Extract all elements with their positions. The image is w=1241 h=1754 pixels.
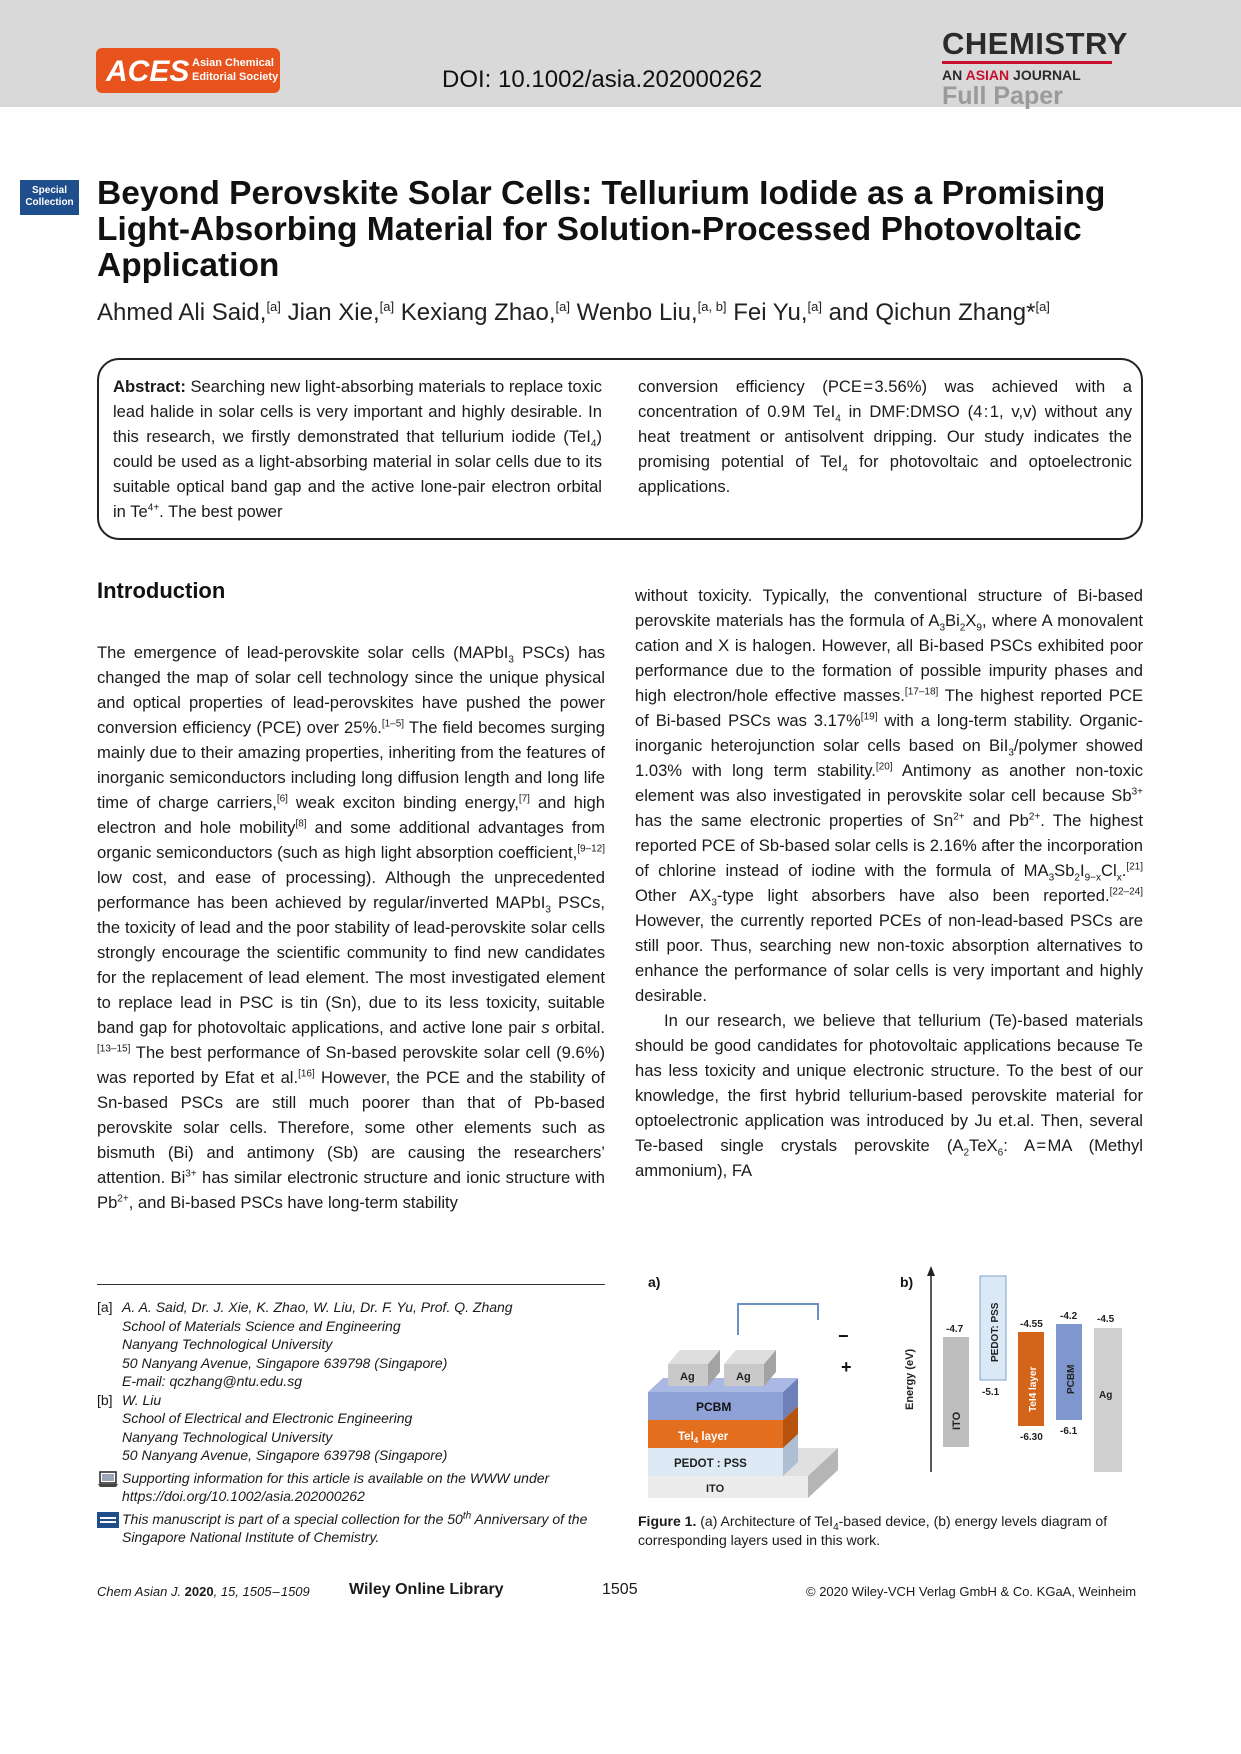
level-pedot-label: PEDOT: PSS [990,1302,1001,1362]
abstract-heading: Abstract: [113,377,186,396]
level-tei4-label: TeI4 layer [1028,1366,1039,1412]
author-affiliation-mark: [a] [266,299,281,314]
abstract-box [97,358,1143,540]
author-affiliation-mark: [a] [807,299,822,314]
level-tei4-bottom: -6.30 [1020,1432,1043,1443]
aces-logo [96,48,280,93]
abstract-text-left: Searching new light-absorbing materials to replace toxic lead halide in solar cells is very important and highly desirable. In this research, we firstly demonstrated that tellurium iodide (TeI$_4$) could be used as a light-absorbing material in solar cells due to its suitable optical band gap and the active lone-pair electron orbital in $Te^{4+}$. The best power [113,377,602,521]
footer-library[interactable]: Wiley Online Library [349,1581,504,1598]
journal-name-line1: CHEMISTRY [942,26,1128,61]
affiliation-b-line: School of Electrical and Electronic Engineering [122,1410,413,1426]
affiliation-a-line: Nanyang Technological University [122,1336,333,1352]
level-pcbm-bottom: -6.1 [1060,1426,1078,1437]
level-ito-label: ITO [951,1411,963,1430]
terminal-minus: − [838,1326,849,1346]
aces-logo-text: ACES [106,55,190,88]
ito-layer [648,1476,808,1498]
intro-right-column [635,583,1143,1183]
affiliation-a-line: A. A. Said, Dr. J. Xie, K. Zhao, W. Liu, Dr. F. Yu, Prof. Q. Zhang [122,1299,513,1315]
author-affiliation-mark: [a] [1035,299,1050,314]
figure-1-caption-head: Figure 1. [638,1513,697,1529]
article-type: Full Paper [942,82,1063,110]
footer-copyright: © 2020 Wiley-VCH Verlag GmbH & Co. KGaA, Weinheim [806,1584,1137,1599]
footer-citation: Chem Asian J. 2020, 15, 1505 – 1509 [97,1584,310,1599]
level-pcbm-top: -4.2 [1060,1311,1078,1322]
supporting-info-note [97,1469,605,1506]
author-name: Kexiang Zhao, [394,299,556,326]
affiliation-b-line: Nanyang Technological University [122,1428,333,1445]
energy-axis-label: Energy (eV) [904,1348,916,1410]
author-list [97,299,1157,327]
journal-logo [942,26,1128,110]
footnote-rule [97,1284,605,1285]
affiliation-b-line: W. Liu [122,1391,162,1408]
doi[interactable]: DOI: 10.1002/asia.202000262 [442,66,763,93]
figure-1-caption-text: (a) Architecture of TeI$_4$-based device, (b) energy levels diagram of corresponding layers used in this work. [638,1513,1108,1548]
special-collection-icon [97,1512,119,1528]
affiliation-b-mark: [b] [97,1391,113,1408]
level-pedot-value: -5.1 [982,1387,1000,1398]
layer-label-ito: ITO [706,1483,725,1495]
level-tei4-top: -4.55 [1020,1319,1043,1330]
aces-logo-sub1: Asian Chemical [192,57,274,69]
special-collection-text: This manuscript is part of a special collection for the 50th Anniversary of the Singapore National Institute of Chemistry. [122,1509,588,1545]
intro-paragraph-2: In our research, we believe that tellurium (Te)-based materials should be good candidates for photovoltaic applications because Te has less toxicity and unique electronic structure. To the best of our knowledge, the first hybrid tellurium-based perovskite material for optoelectronic application was introduced by Ju et.al. Then, several Te-based single crystals perovskite ($A_2TeX_6$: A = MA (Methyl ammonium), FA [635,1011,1143,1180]
journal-name-line2: AN ASIAN JOURNAL [942,67,1081,83]
badge-line2: Collection [25,197,74,208]
level-ag-value: -4.5 [1097,1314,1115,1325]
level-pcbm-label: PCBM [1066,1364,1077,1394]
aces-logo-sub2: Editorial Society [192,71,279,83]
author-affiliation-mark: [a] [379,299,395,314]
figure-1 [638,1262,1144,1502]
author-name: and Qichun Zhang* [821,299,1036,326]
affiliation-a-mark: [a] [97,1299,113,1315]
laptop-icon [97,1471,119,1489]
affiliation-a [97,1298,605,1391]
article-title: Beyond Perovskite Solar Cells: Tellurium Iodide as a Promising Light-Absorbing Material for Solution-Processed Photovoltaic Application [97,175,1106,284]
abstract-left-column [113,374,602,524]
affiliation-b [97,1391,605,1465]
affiliation-a-line: School of Materials Science and Engineering [122,1317,401,1334]
layer-label-ag-2: Ag [736,1371,751,1383]
author-affiliation-mark: [a, b] [697,299,727,314]
layer-label-pedot: PEDOT : PSS [674,1458,747,1470]
energy-axis-arrow [927,1266,935,1276]
layer-label-tei4: TeI$_4$ layer [678,1431,729,1445]
special-collection-note [97,1510,605,1547]
author-name: Fei Yu, [726,299,808,326]
layer-label-pcbm: PCBM [696,1400,732,1414]
affiliation-b-line: 50 Nanyang Avenue, Singapore 639798 (Singapore) [122,1447,448,1463]
figure-panel-a-label: a) [648,1274,661,1290]
level-ag-label: Ag [1099,1390,1113,1401]
badge-line1: Special [31,185,68,196]
corresponding-email[interactable]: E-mail: qczhang@ntu.edu.sg [122,1373,302,1389]
special-collection-badge[interactable] [20,180,79,215]
author-name: Ahmed Ali Said, [97,299,267,326]
circuit-wire [738,1304,818,1335]
author-name: Jian Xie, [280,299,380,326]
terminal-plus: + [841,1357,852,1377]
abstract-right-column: conversion efficiency (PCE = 3.56%) was achieved with a concentration of 0.9 M TeI$_4$ in DMF:DMSO (4 : 1, v,v) without any heat treatment or antisolvent dripping. Our study indicates the promising potential of TeI$_4$ for photovoltaic and optoelectronic applications. [638,377,1132,496]
page-number: 1505 [602,1581,638,1598]
journal-logo-rule [942,61,1112,64]
intro-left-column: The emergence of lead-perovskite solar cells (MAPbI$_3$ PSCs) has changed the map of solar cell technology since the unique physical and optical properties of lead-perovskites have pushed the power conversion efficiency (PCE) over 25%.[1–5] The field becomes surging mainly due to their amazing properties, inheriting from the features of inorganic semiconductors including long diffusion length and long life time of charge carriers,[6] weak exciton binding energy,[7] and high electron and hole mobility[8] and some additional advantages from organic semiconductors (such as high light absorption coefficient,[9–12] low cost, and ease of processing). Although the unprecedented performance has been achieved by regular/inverted MAPbI$_3$ PSCs, the toxicity of lead and the poor stability of lead-perovskite solar cells strongly encourage the scientific community to find new candidates for the replacement of lead element. The most investigated element to replace lead in PSC is tin (Sn), due to its less toxicity, suitable band gap for photovoltaic applications, and active lone pair s orbital.[13–15] The best performance of Sn-based perovskite solar cell (9.6%) was reported by Efat et al.[16] However, the PCE and the stability of Sn-based PSCs are still much poorer than that of Pb-based perovskite solar cells. Therefore, some other elements such as bismuth (Bi) and antimony (Sb) are causing the researchers’ attention. $Bi^{3+}$ has similar electronic structure and ionic structure with $Pb^{2+}$, and Bi-based PSCs have long-term stability [97,643,606,1212]
layer-label-ag-1: Ag [680,1371,695,1383]
author-name: Wenbo Liu, [570,299,698,326]
supporting-info-text[interactable]: Supporting information for this article is available on the WWW under https://doi.org/10.1002/asia.202000262 [122,1469,550,1504]
figure-1-caption [638,1512,1143,1549]
figure-panel-b-label: b) [900,1274,914,1290]
level-ito-value: -4.7 [946,1324,964,1335]
affiliation-footnotes [97,1298,605,1547]
section-heading-introduction: Introduction [97,578,226,603]
intro-paragraph-1-cont: without toxicity. Typically, the conventional structure of Bi-based perovskite materials has the formula of $A_3Bi_2X_9$, where A monovalent cation and X is halogen. However, all Bi-based PSCs exhibited poor performance due to the formation of possible impurity phases and high electron/hole effective masses.[17–18] The highest reported PCE of Bi-based PSCs was 3.17%[19] with a long-term stability. Organic-inorganic heterojunction solar cells based on BiI$_3$/polymer showed 1.03% with long term stability.[20] Antimony as another non-toxic element was also investigated in perovskite solar cell because $Sb^{3+}$ has the same electronic properties of $Sn^{2+}$ and $Pb^{2+}$. The highest reported PCE of Sb-based solar cells is 2.16% after the incorporation of chlorine instead of iodine with the formula of $MA_3Sb_2I_{9-x}Cl_x.[21]$ Other $AX_3$-type light absorbers have also been reported.[22–24] However, the currently reported PCEs of non-lead-based PSCs are still poor. Thus, searching new non-toxic absorption alternatives to enhance the performance of solar cells is very important and highly desirable. [635,586,1144,1005]
affiliation-a-line: 50 Nanyang Avenue, Singapore 639798 (Singapore) [122,1354,448,1371]
author-affiliation-mark: [a] [555,299,570,314]
